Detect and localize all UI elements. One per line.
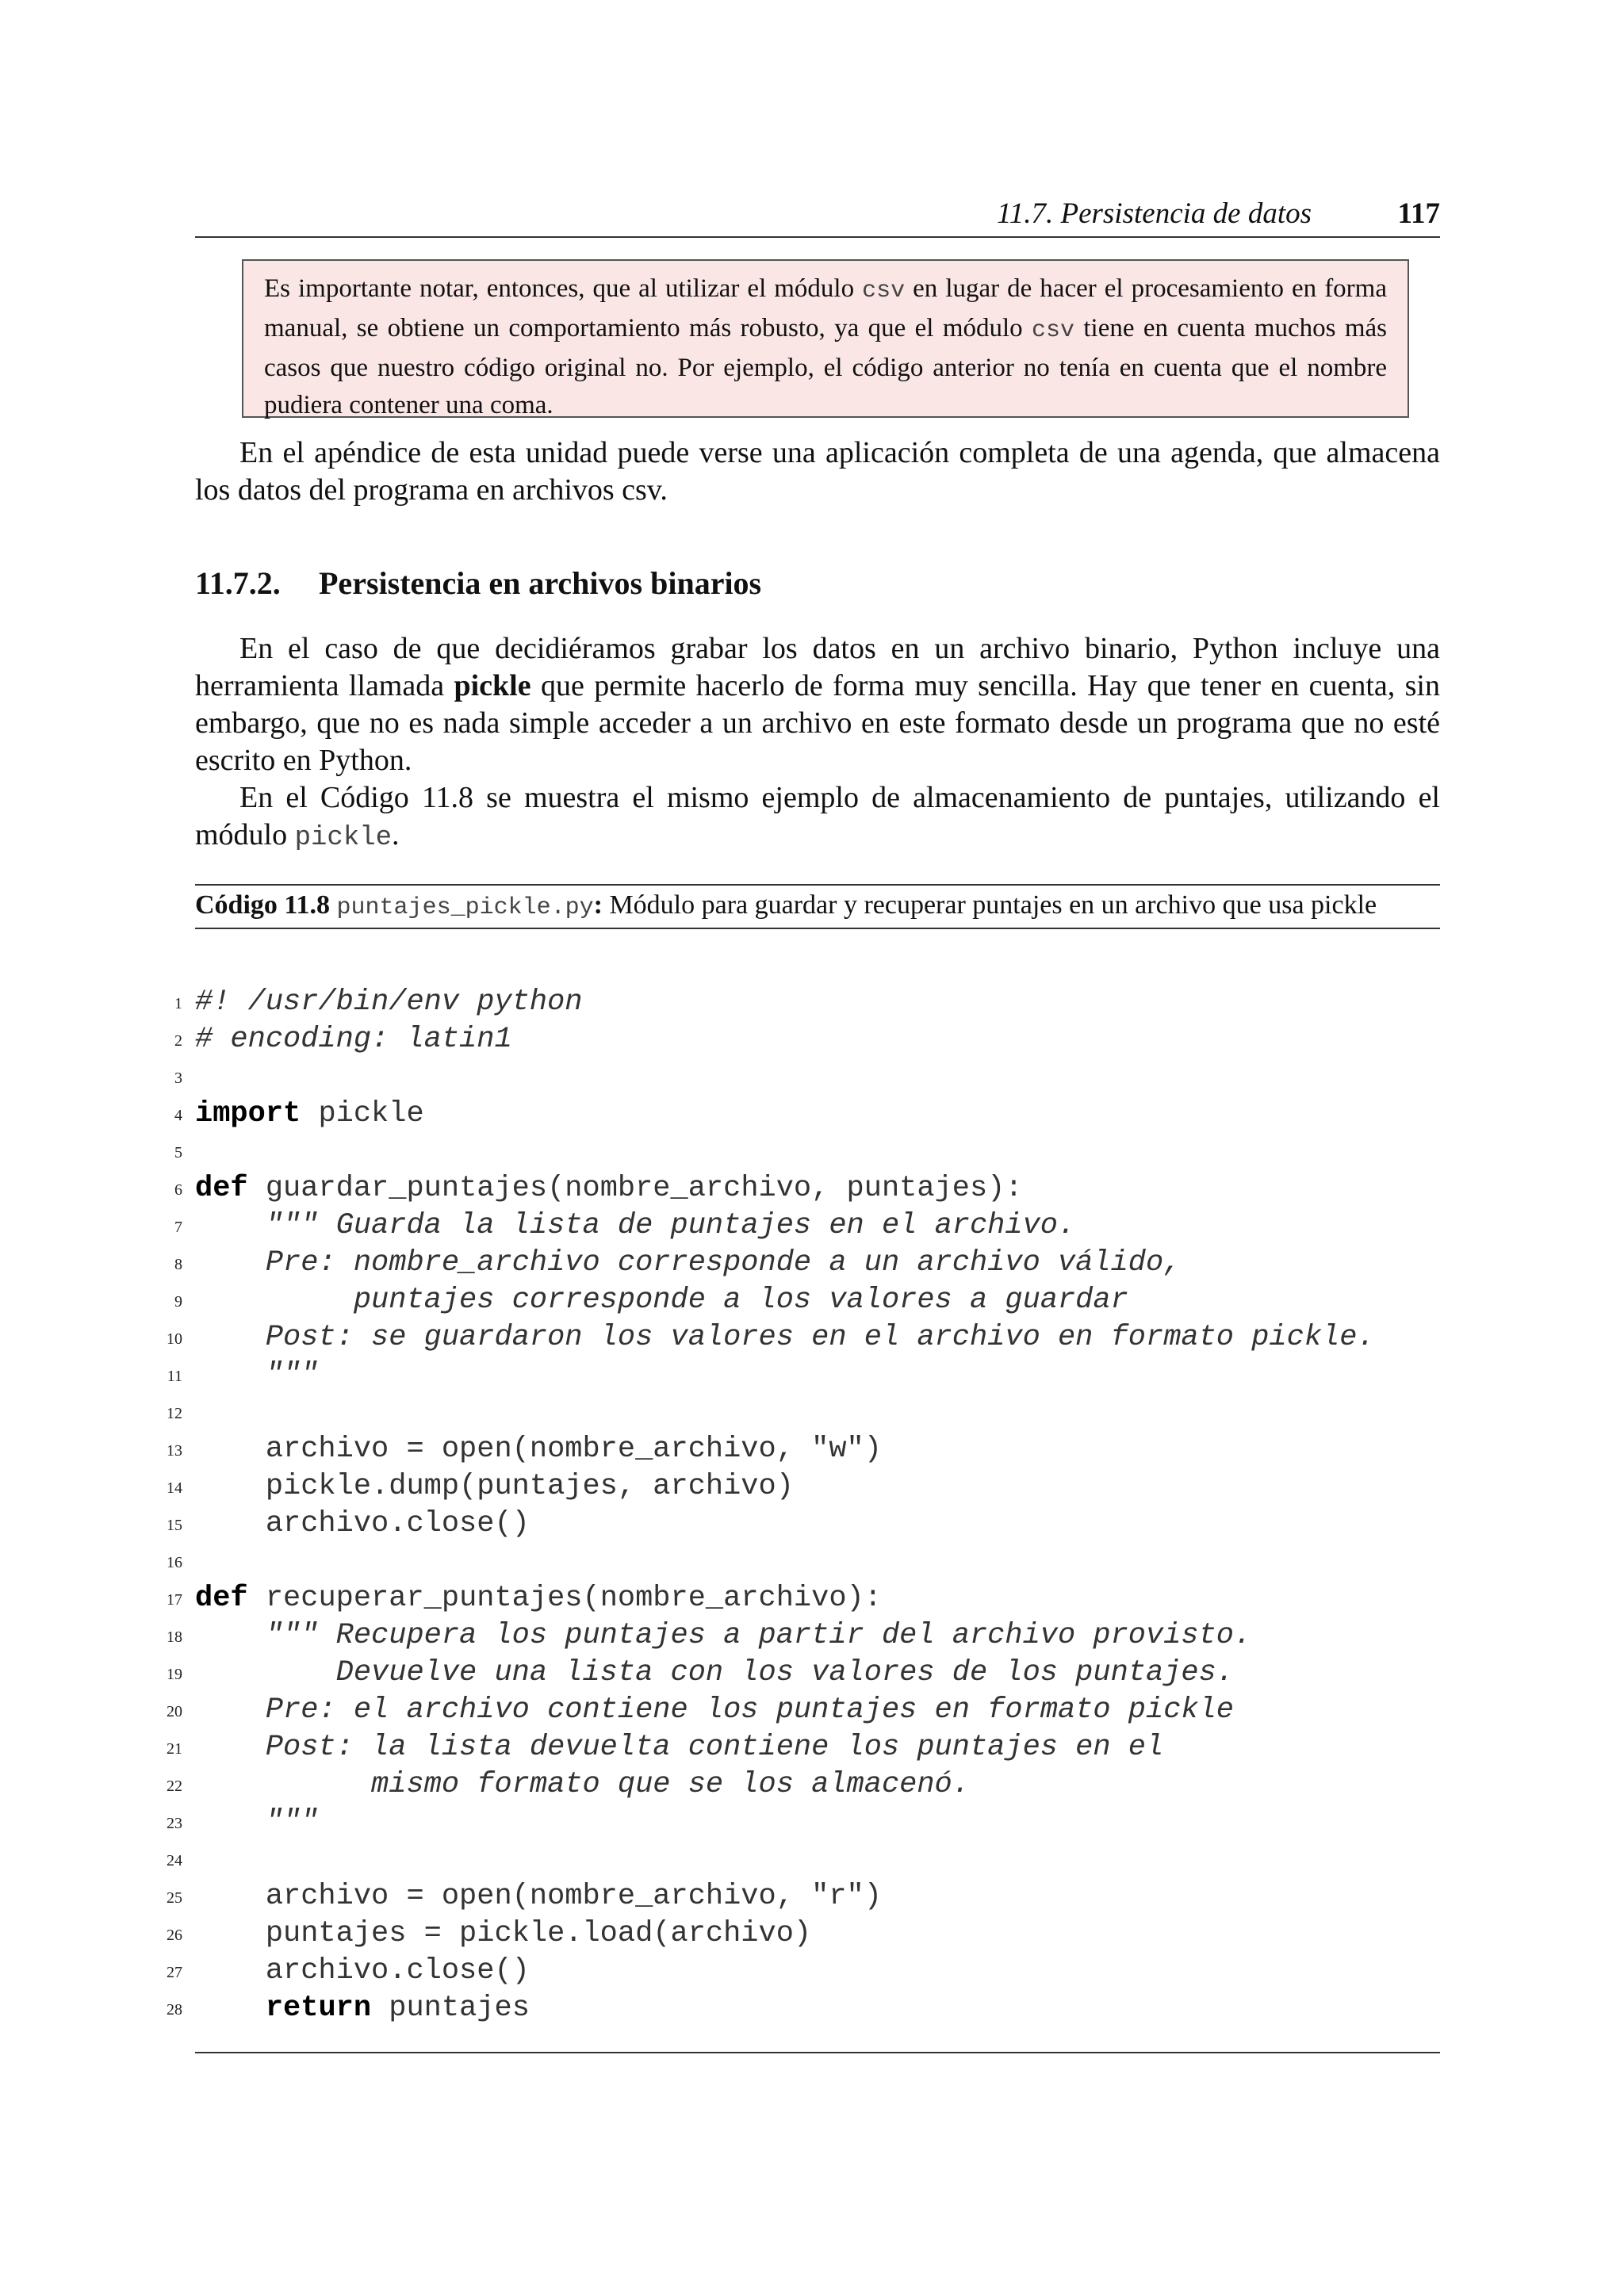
line-number: 24 bbox=[167, 1852, 182, 1869]
line-number: 2 bbox=[174, 1032, 182, 1050]
code-text bbox=[195, 1878, 882, 1915]
paragraph-text: En el apéndice de esta unidad puede verse una aplicación completa de una agenda, que almacena los datos del programa en archivos csv. bbox=[195, 436, 1440, 507]
code-text bbox=[195, 1506, 530, 1543]
line-number: 23 bbox=[167, 1815, 182, 1832]
running-title: 11.7. Persistencia de datos bbox=[996, 197, 1312, 230]
code-line bbox=[155, 1245, 1440, 1282]
code-text bbox=[195, 1431, 882, 1468]
code-token: pickle bbox=[301, 1097, 424, 1131]
code-line bbox=[155, 1319, 1440, 1357]
line-number: 20 bbox=[167, 1703, 182, 1720]
code-line bbox=[155, 1655, 1440, 1692]
listing-bottom-rule bbox=[195, 2052, 1440, 2053]
code-line bbox=[155, 1021, 1440, 1058]
code-line bbox=[155, 1170, 1440, 1207]
code-listing bbox=[155, 984, 1440, 2027]
code-text bbox=[195, 1468, 794, 1506]
line-number: 28 bbox=[167, 2001, 182, 2019]
section-title: Persistencia en archivos binarios bbox=[319, 565, 762, 601]
code-text bbox=[195, 1692, 1234, 1729]
code-text bbox=[195, 1766, 970, 1804]
section-heading bbox=[195, 564, 761, 602]
code-keyword: return bbox=[265, 1992, 372, 2025]
paragraph bbox=[195, 434, 1440, 509]
code-line bbox=[155, 1357, 1440, 1394]
code-text bbox=[195, 1096, 424, 1133]
line-number: 17 bbox=[167, 1591, 182, 1609]
code-text bbox=[195, 1319, 1375, 1357]
code-comment: """ Guarda la lista de puntajes en el archivo. bbox=[265, 1209, 1076, 1242]
code-keyword: import bbox=[195, 1097, 301, 1131]
code-comment: #! /usr/bin/env python bbox=[195, 985, 583, 1019]
code-line bbox=[155, 1804, 1440, 1841]
code-comment: puntajes corresponde a los valores a guardar bbox=[195, 1284, 1128, 1317]
note-text: Es importante notar, entonces, que al utilizar el módulo bbox=[264, 274, 863, 303]
paragraph-text: En el caso de que decidiéramos grabar los datos en un archivo binario, Python incluye una herramienta llamada bbox=[195, 632, 1440, 702]
code-token: archivo = open(nombre_archivo, "r") bbox=[195, 1880, 882, 1913]
code-token: pickle.dump(puntajes, archivo) bbox=[195, 1470, 794, 1503]
line-number: 13 bbox=[167, 1442, 182, 1460]
code-line bbox=[155, 1282, 1440, 1319]
line-number: 3 bbox=[174, 1070, 182, 1087]
code-token: archivo.close() bbox=[195, 1507, 530, 1540]
code-keyword: def bbox=[195, 1582, 248, 1615]
code-comment: """ bbox=[195, 1358, 319, 1391]
bold-term: pickle bbox=[454, 669, 531, 702]
highlighted-note bbox=[242, 259, 1409, 418]
code-token: puntajes = pickle.load(archivo) bbox=[195, 1917, 812, 1950]
code-line bbox=[155, 1617, 1440, 1655]
page-header bbox=[195, 197, 1440, 238]
code-line bbox=[155, 1580, 1440, 1617]
note-code: csv bbox=[862, 277, 906, 304]
code-text bbox=[195, 1282, 1128, 1319]
code-comment: """ Recupera los puntajes a partir del archivo provisto. bbox=[195, 1619, 1252, 1652]
code-line bbox=[155, 1468, 1440, 1506]
caption-colon: : bbox=[593, 890, 603, 920]
line-number: 14 bbox=[167, 1479, 182, 1497]
section-number: 11.7.2. bbox=[195, 565, 281, 601]
line-number: 11 bbox=[167, 1368, 182, 1385]
code-line bbox=[155, 1729, 1440, 1766]
caption-text: Módulo para guardar y recuperar puntajes en un archivo que usa pickle bbox=[602, 890, 1377, 920]
code-text bbox=[195, 1245, 1181, 1282]
code-text bbox=[195, 1207, 1075, 1245]
line-number: 16 bbox=[167, 1554, 182, 1571]
code-line bbox=[155, 1207, 1440, 1245]
line-number: 8 bbox=[174, 1256, 182, 1273]
note-code: csv bbox=[1032, 317, 1075, 344]
caption-filename: puntajes_pickle.py bbox=[336, 894, 594, 921]
code-line bbox=[155, 1915, 1440, 1953]
code-text bbox=[195, 1170, 1023, 1207]
line-number: 27 bbox=[167, 1964, 182, 1981]
code-comment: Pre: nombre_archivo corresponde a un archivo válido, bbox=[195, 1246, 1182, 1280]
code-comment: Devuelve una lista con los valores de los puntajes. bbox=[195, 1656, 1235, 1689]
code-text bbox=[195, 1953, 530, 1990]
paragraph bbox=[195, 630, 1440, 779]
code-token: archivo = open(nombre_archivo, "w") bbox=[195, 1433, 882, 1466]
line-number: 15 bbox=[167, 1517, 182, 1534]
code-text bbox=[195, 1021, 512, 1058]
page-number: 117 bbox=[1397, 197, 1440, 230]
code-text bbox=[195, 1990, 530, 2027]
line-number: 26 bbox=[167, 1927, 182, 1944]
line-number: 4 bbox=[174, 1107, 182, 1124]
code-line bbox=[155, 1431, 1440, 1468]
code-comment: """ bbox=[195, 1805, 319, 1839]
code-comment: Post: se guardaron los valores en el archivo en formato pickle. bbox=[195, 1321, 1375, 1354]
code-text bbox=[195, 1915, 811, 1953]
code-text bbox=[195, 1617, 1251, 1655]
code-text bbox=[195, 1729, 1163, 1766]
code-token: guardar_puntajes(nombre_archivo, puntajes): bbox=[247, 1172, 1023, 1205]
line-number: 25 bbox=[167, 1889, 182, 1907]
code-token bbox=[195, 1992, 266, 2025]
code-line bbox=[155, 1058, 1440, 1096]
code-line bbox=[155, 1394, 1440, 1431]
note-text: en lugar de hacer el procesamiento en forma manual, se obtiene un comportamiento más robusto, ya que el módulo bbox=[264, 274, 1387, 342]
line-number: 18 bbox=[167, 1628, 182, 1646]
code-comment: Pre: el archivo contiene los puntajes en formato pickle bbox=[195, 1693, 1235, 1727]
code-line bbox=[155, 1878, 1440, 1915]
code-line bbox=[155, 1766, 1440, 1804]
line-number: 10 bbox=[167, 1330, 182, 1348]
code-text bbox=[195, 1804, 318, 1841]
code-text bbox=[195, 1357, 318, 1394]
code-comment: Post: la lista devuelta contiene los puntajes en el bbox=[195, 1731, 1164, 1764]
paragraph-text: que permite hacerlo de forma muy sencilla. Hay que tener en cuenta, sin embargo, que no es nada simple acceder a un archivo en este formato desde un programa que no esté escrito en Python. bbox=[195, 669, 1440, 777]
code-text bbox=[195, 984, 582, 1021]
line-number: 1 bbox=[174, 995, 182, 1012]
code-line bbox=[155, 1692, 1440, 1729]
line-number: 5 bbox=[174, 1144, 182, 1161]
code-caption bbox=[195, 884, 1440, 929]
code-line bbox=[155, 1543, 1440, 1580]
code-token bbox=[195, 1209, 266, 1242]
line-number: 12 bbox=[167, 1405, 182, 1422]
code-comment: mismo formato que se los almacenó. bbox=[195, 1768, 970, 1801]
line-number: 21 bbox=[167, 1740, 182, 1758]
code-line bbox=[155, 1506, 1440, 1543]
line-number: 22 bbox=[167, 1777, 182, 1795]
line-number: 9 bbox=[174, 1293, 182, 1311]
line-number: 7 bbox=[174, 1219, 182, 1236]
code-line bbox=[155, 1133, 1440, 1170]
paragraph-text: En el Código 11.8 se muestra el mismo ejemplo de almacenamiento de puntajes, utilizando el módulo bbox=[195, 781, 1440, 851]
code-token: recuperar_puntajes(nombre_archivo): bbox=[247, 1582, 882, 1615]
line-number: 6 bbox=[174, 1181, 182, 1199]
code-line bbox=[155, 1096, 1440, 1133]
note-text: tiene en cuenta muchos más casos que nuestro código original no. Por ejemplo, el código anterior no tenía en cuenta que el nombre pudiera contener una coma. bbox=[264, 314, 1387, 419]
code-line bbox=[155, 1990, 1440, 2027]
caption-label: Código 11.8 bbox=[195, 890, 331, 920]
code-comment: # encoding: latin1 bbox=[195, 1023, 512, 1056]
code-token: archivo.close() bbox=[195, 1954, 530, 1988]
line-number: 19 bbox=[167, 1666, 182, 1683]
inline-code: pickle bbox=[294, 823, 393, 853]
code-line bbox=[155, 1953, 1440, 1990]
code-text bbox=[195, 1655, 1234, 1692]
code-token: puntajes bbox=[371, 1992, 530, 2025]
code-line bbox=[155, 1841, 1440, 1878]
code-line bbox=[155, 984, 1440, 1021]
paragraph-text: . bbox=[392, 818, 400, 851]
paragraph bbox=[195, 779, 1440, 857]
code-keyword: def bbox=[195, 1172, 248, 1205]
code-text bbox=[195, 1580, 882, 1617]
